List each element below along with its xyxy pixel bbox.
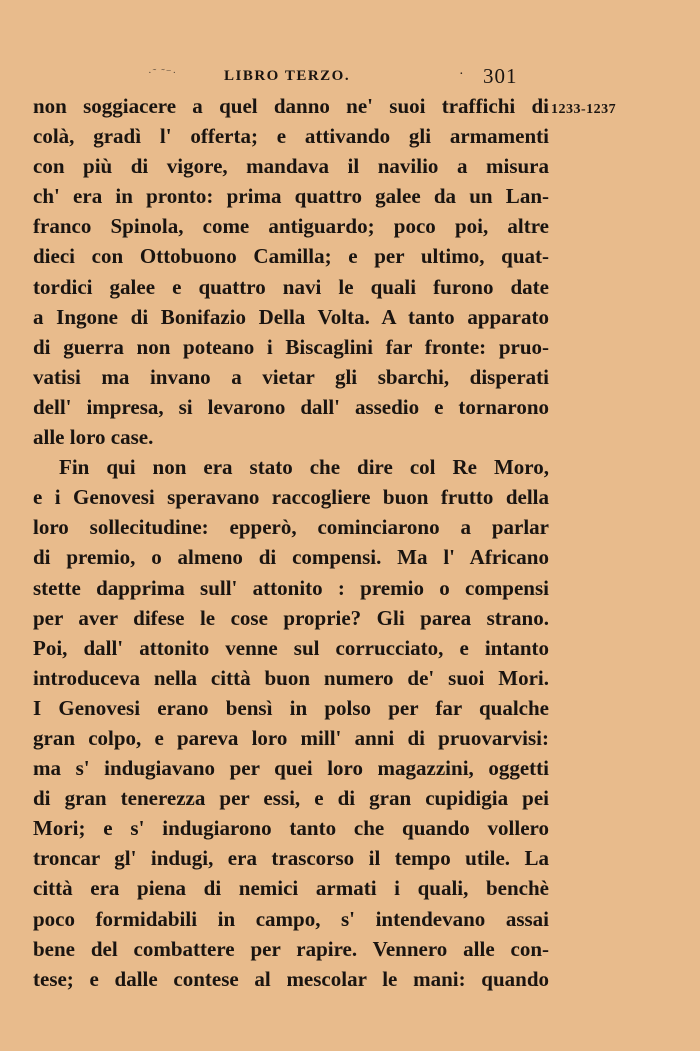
text-line: Poi, dall' attonito venne sul corrucciato, e intanto — [33, 635, 549, 660]
text-line: gran colpo, e pareva loro mill' anni di pruovarvisi: — [33, 725, 549, 750]
text-line: non soggiacere a quel danno ne' suoi traffichi di — [33, 94, 549, 118]
paragraph-2 — [33, 452, 549, 994]
text-line: di gran tenerezza per essi, e di gran cupidigia pei — [33, 786, 549, 811]
ornament-mark: ·˜ ˜⁻· — [148, 67, 178, 79]
text-line: tese; e dalle contese al mescolar le mani: quando — [33, 966, 549, 991]
folio-dot: · — [459, 67, 464, 82]
text-line: colà, gradì l' offerta; e attivando gli armamenti — [33, 124, 549, 149]
text-line: introduceva nella città buon numero de' suoi Mori. — [33, 665, 549, 690]
text-line: vatisi ma invano a vietar gli sbarchi, disperati — [33, 364, 549, 389]
text-line: a Ingone di Bonifazio Della Volta. A tanto apparato — [33, 304, 549, 329]
text-line: per aver difese le cose proprie? Gli parea strano. — [33, 605, 549, 630]
text-line: I Genovesi erano bensì in polso per far qualche — [33, 695, 549, 720]
text-line: e i Genovesi speravano raccogliere buon frutto della — [33, 485, 549, 510]
page-number: 301 — [483, 64, 518, 88]
text-line: di guerra non poteano i Biscaglini far fronte: pruo- — [33, 334, 549, 359]
text-line: alle loro case. — [33, 425, 154, 450]
text-line: tordici galee e quattro navi le quali furono date — [33, 274, 549, 299]
page-header — [0, 64, 700, 90]
running-title: LIBRO TERZO. — [224, 68, 351, 84]
text-line: bene del combattere per rapire. Vennero alle con- — [33, 936, 549, 961]
text-line: di premio, o almeno di compensi. Ma l' Africano — [33, 545, 549, 570]
text-line: Fin qui non era stato che dire col Re Moro, — [59, 455, 549, 480]
text-line: troncar gl' indugi, era trascorso il tempo utile. La — [33, 846, 549, 871]
text-line: dieci con Ottobuono Camilla; e per ultimo, quat- — [33, 244, 549, 269]
text-line: ch' era in pronto: prima quattro galee da un Lan- — [33, 184, 549, 209]
text-line: poco formidabili in campo, s' intendevano assai — [33, 906, 549, 931]
text-line: stette dapprima sull' attonito : premio o compensi — [33, 575, 549, 600]
text-line: ma s' indugiavano per quei loro magazzini, oggetti — [33, 756, 549, 781]
text-line: loro sollecitudine: epperò, cominciarono a parlar — [33, 515, 549, 540]
text-line: città era piena di nemici armati i quali, benchè — [33, 876, 549, 901]
text-line: franco Spinola, come antiguardo; poco poi, altre — [33, 214, 549, 239]
body-text — [33, 91, 549, 994]
margin-date-note: 1233-1237 — [551, 102, 617, 117]
text-line: dell' impresa, si levarono dall' assedio e tornarono — [33, 394, 549, 419]
text-line: Mori; e s' indugiarono tanto che quando vollero — [33, 816, 549, 841]
paragraph-1 — [33, 91, 549, 452]
text-line: con più di vigore, mandava il navilio a misura — [33, 154, 549, 179]
